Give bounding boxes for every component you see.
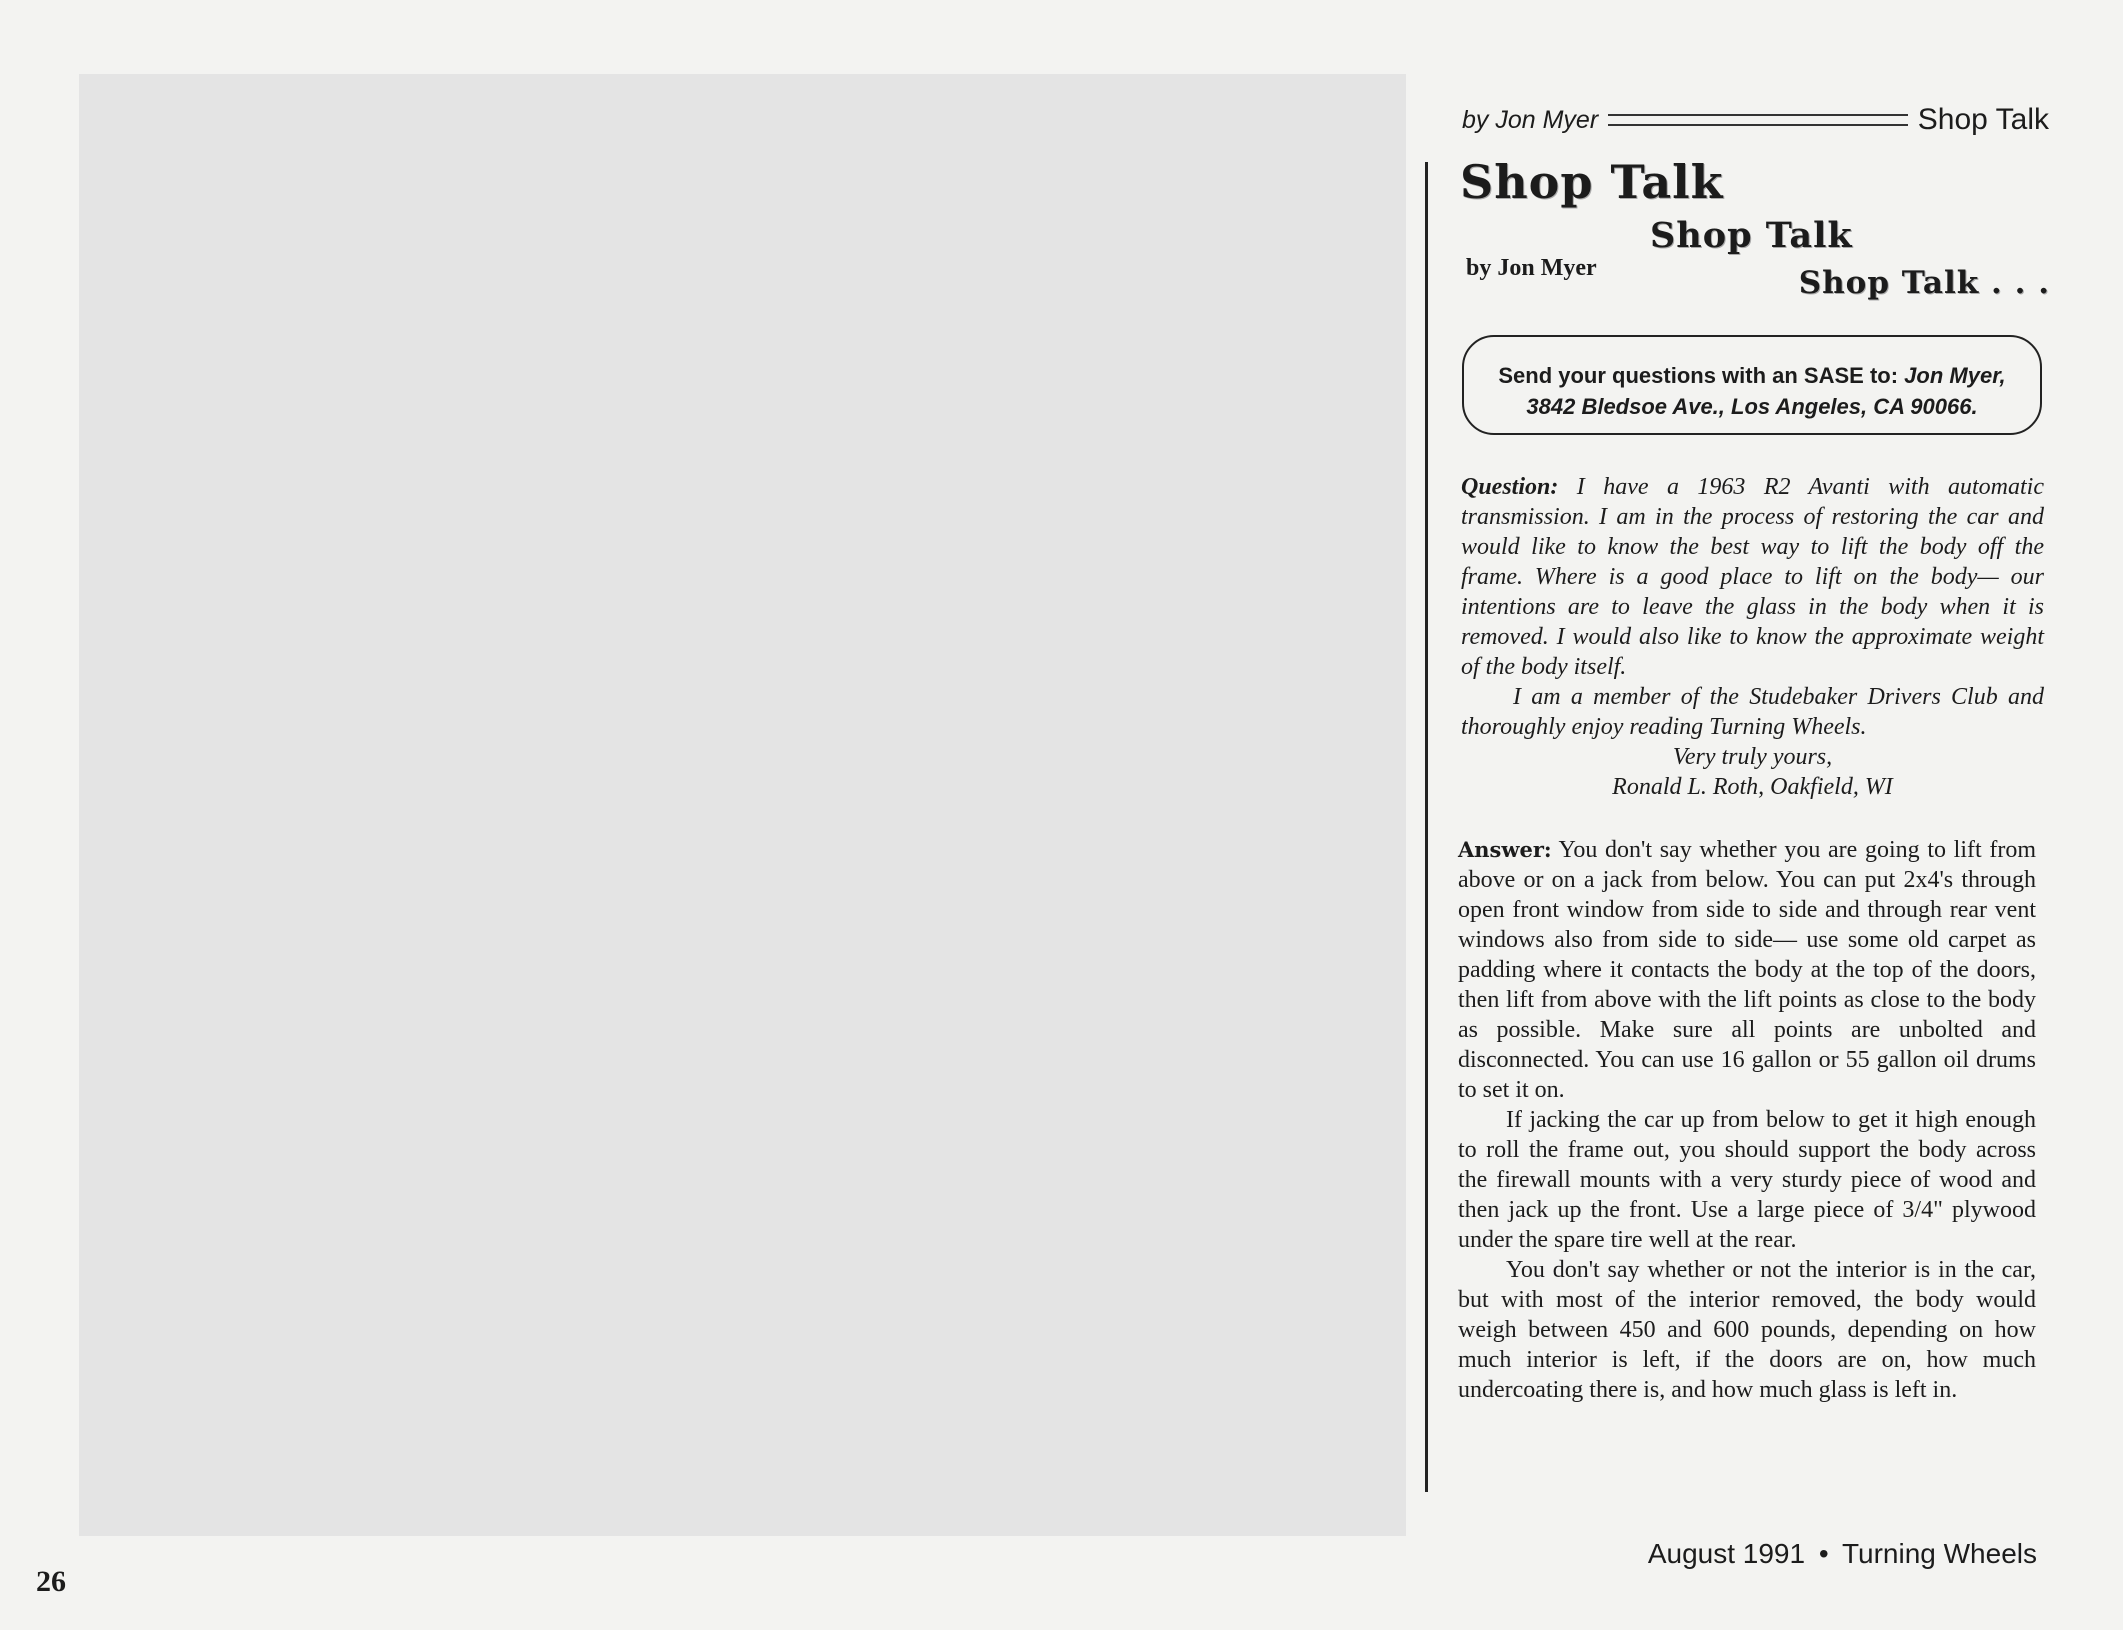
image-placeholder — [79, 74, 1406, 1536]
page-footer — [1560, 1538, 2037, 1570]
footer-publication: Turning Wheels — [1841, 1538, 2037, 1569]
sase-address: 3842 Bledsoe Ave., Los Angeles, CA 90066. — [1526, 394, 1978, 419]
answer-paragraph-1: You don't say whether you are going to lift from above or on a jack from below. You can put 2x4's through open front window from side to side and through rear vent windows also from side to side— use some old carpet as padding where it contacts the body at the top of the doors, then lift from above with the lift points as close to the body as possible. Make sure all points are unbolted and disconnected. You can use 16 gallon or 55 gallon oil drums to set it on. — [1458, 837, 2037, 1103]
footer-issue: August 1991 — [1647, 1538, 1806, 1569]
title-line-1: Shop Talk — [1460, 155, 1724, 209]
running-head-section: Shop Talk — [1917, 103, 2049, 136]
sase-name: Jon Myer, — [1904, 363, 2006, 388]
column-divider — [1425, 162, 1428, 1492]
running-head-author: by Jon Myer — [1462, 105, 1599, 134]
footer-bullet: • — [1818, 1538, 1829, 1569]
question-section — [1461, 472, 2044, 802]
question-label: Question: — [1461, 474, 1559, 500]
running-head — [1462, 100, 2049, 140]
byline: by Jon Myer — [1466, 255, 1597, 281]
sase-prefix: Send your questions with an SASE to: — [1498, 363, 1899, 388]
question-body: I have a 1963 R2 Avanti with automatic transmission. I am in the process of restoring the car and would like to know the best way to lift the body off the frame. Where is a good place to lift on the body— our intentions are to leave the glass in the body when it is removed. I would also like to know the approximate weight of the body itself. — [1461, 474, 2044, 680]
answer-paragraph-3: You don't say whether or not the interior is in the car, but with most of the interior removed, the body would weigh between 450 and 600 pounds, depending on how much interior is left, if the doors are on, how much undercoating there is, and how much glass is left in. — [1458, 1257, 2036, 1403]
answer-paragraph-2: If jacking the car up from below to get it high enough to roll the frame out, you should support the body across the firewall mounts with a very sturdy piece of wood and then jack up the front. Use a large piece of 3/4" plywood under the spare tire well at the rear. — [1458, 1107, 2036, 1253]
page-number: 26 — [36, 1565, 66, 1598]
question-signature: Ronald L. Roth, Oakfield, WI — [1612, 774, 1893, 800]
title-line-2: Shop Talk — [1650, 215, 1853, 256]
answer-label: Answer: — [1458, 837, 1552, 862]
running-head-rule — [1608, 114, 1908, 126]
title-line-3: Shop Talk . . . — [1798, 265, 2050, 301]
answer-section — [1458, 835, 2036, 1405]
title-block — [1460, 155, 2050, 315]
sase-box — [1462, 335, 2042, 435]
question-member-note: I am a member of the Studebaker Drivers Club and thoroughly enjoy reading Turning Wheels. — [1461, 684, 2044, 740]
question-closing: Very truly yours, — [1672, 744, 1833, 770]
